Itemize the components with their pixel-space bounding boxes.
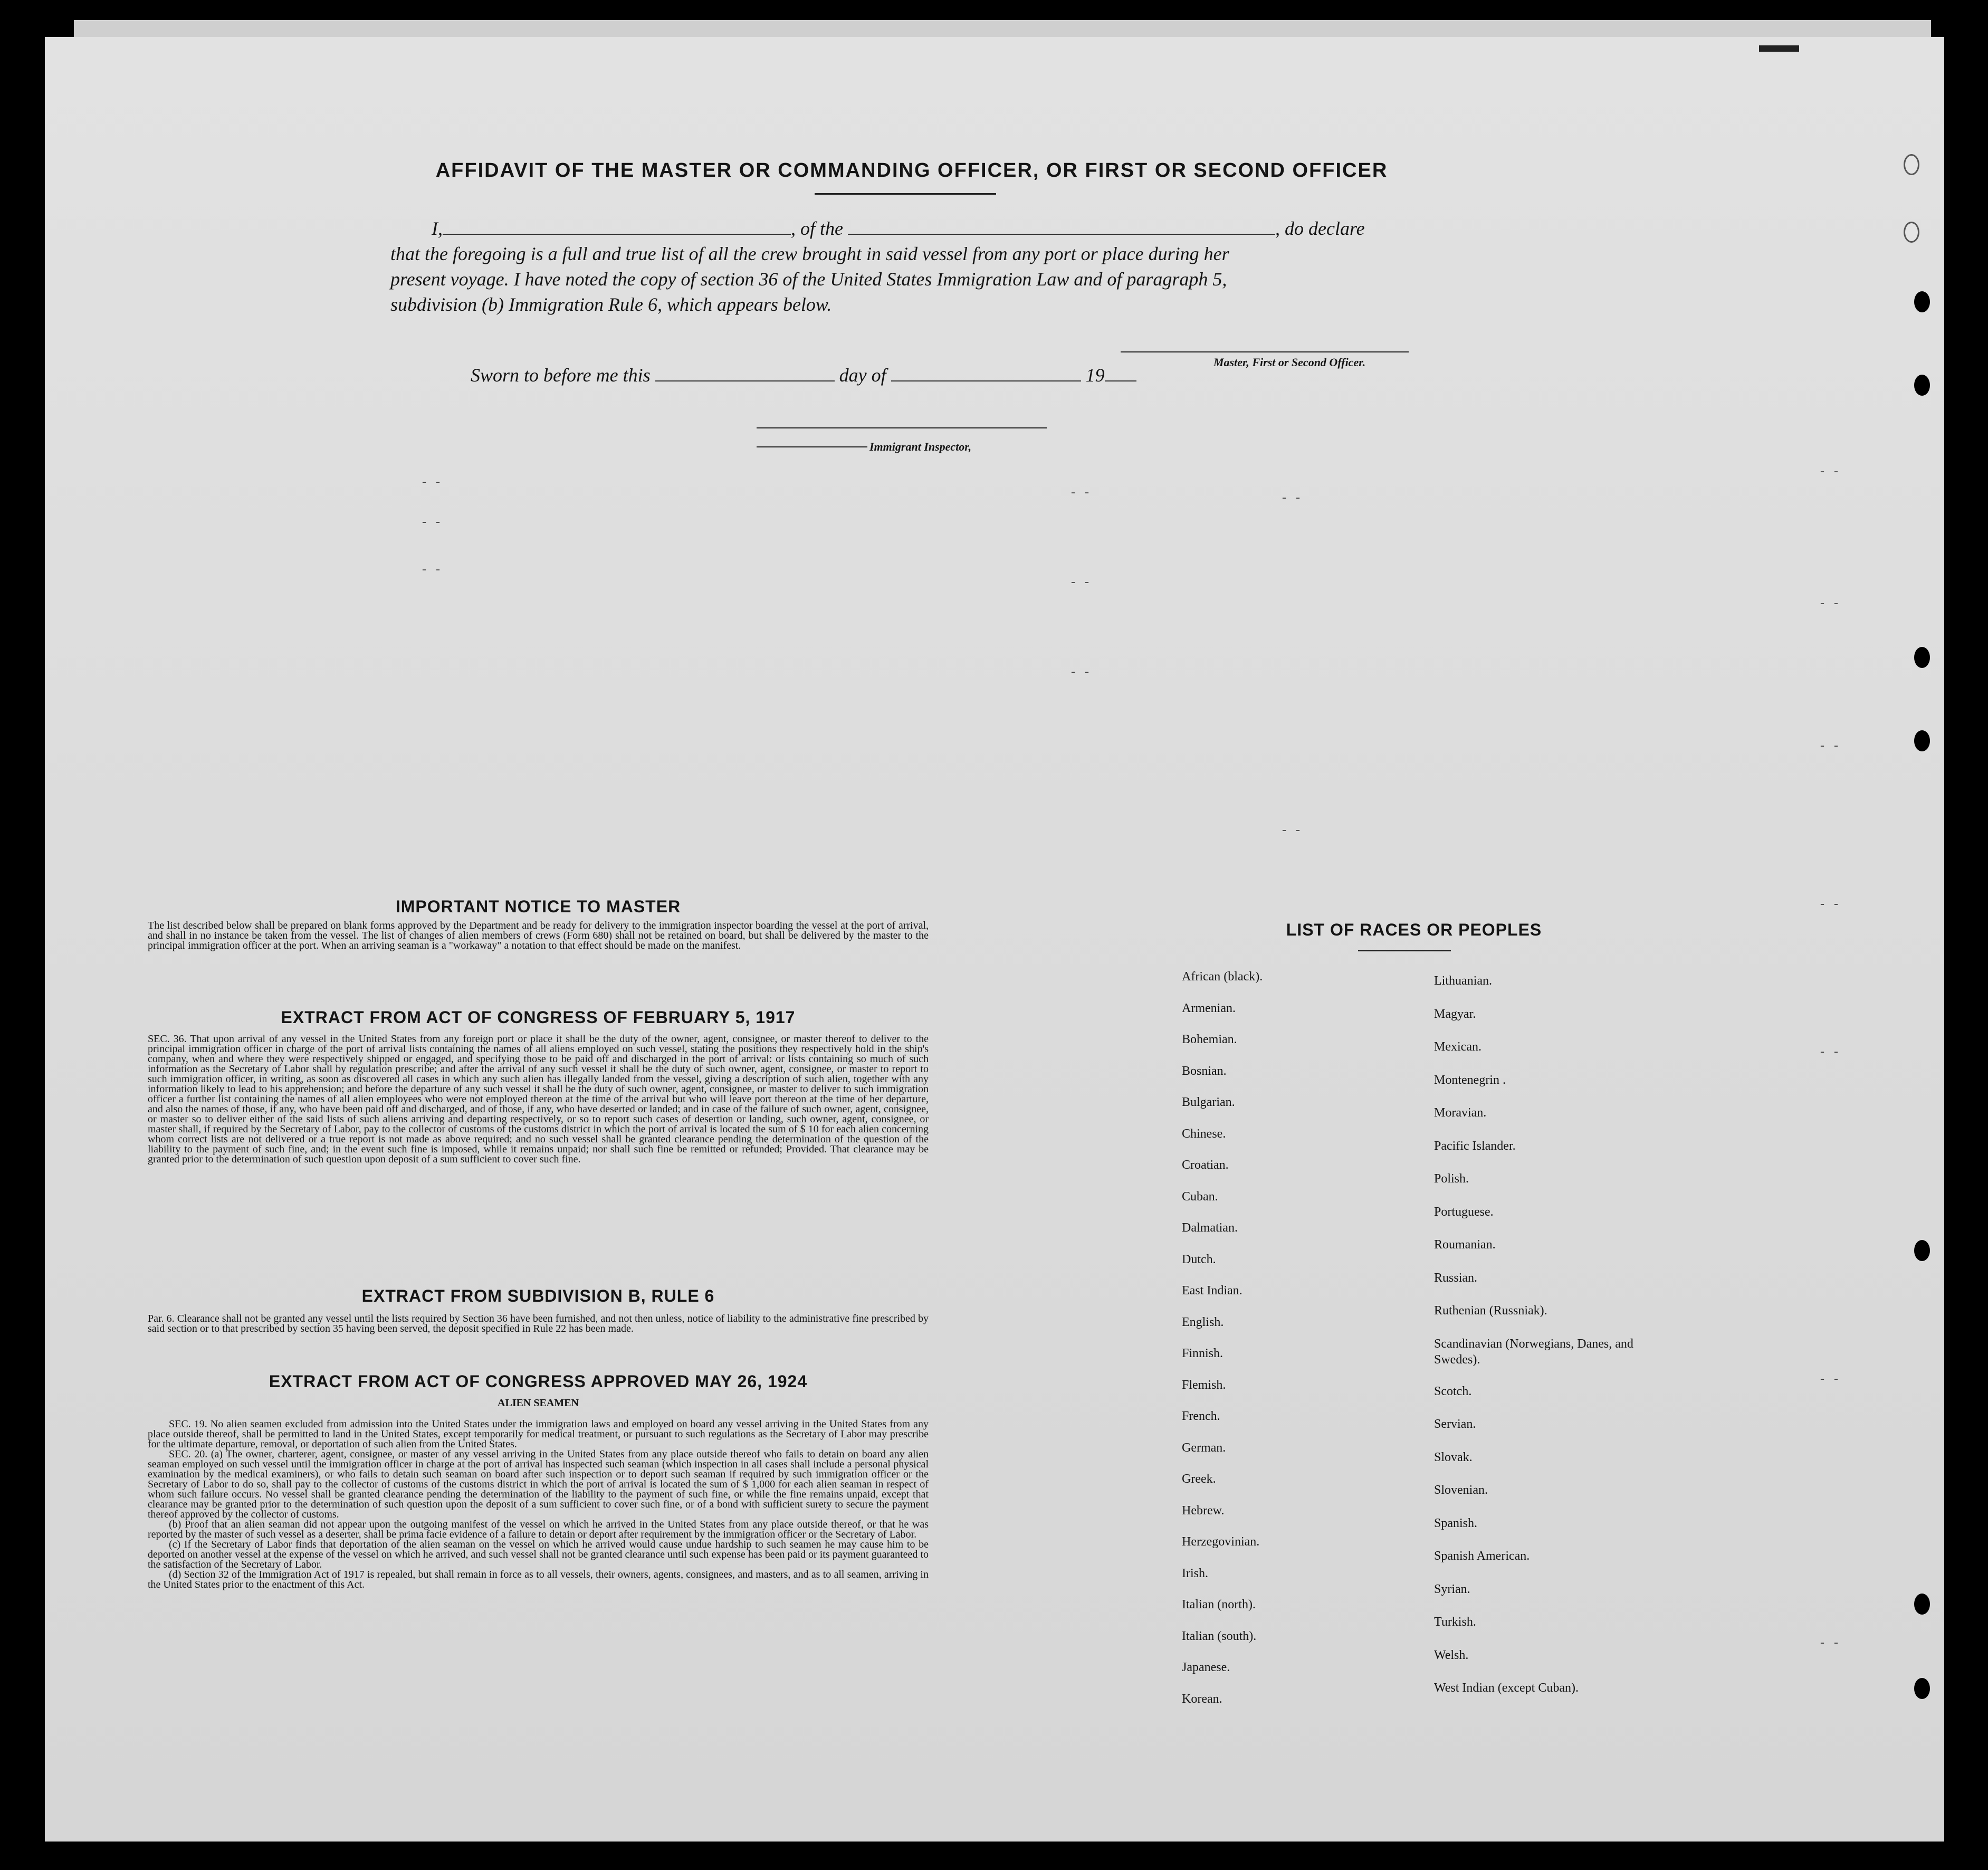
sworn-text: Sworn to before me this bbox=[471, 365, 651, 386]
race-item: Dalmatian. bbox=[1182, 1221, 1238, 1235]
affidavit-line4: subdivision (b) Immigration Rule 6, which appears below. bbox=[390, 294, 832, 315]
extract-rule6-title: EXTRACT FROM SUBDIVISION B, RULE 6 bbox=[361, 1286, 715, 1305]
race-item: Russian. bbox=[1434, 1271, 1478, 1285]
race-item: Servian. bbox=[1434, 1417, 1476, 1431]
binder-hole-icon bbox=[1904, 222, 1919, 243]
inspector-line-short bbox=[757, 446, 867, 447]
vessel-name-field[interactable] bbox=[848, 228, 1275, 235]
race-item: Syrian. bbox=[1434, 1582, 1470, 1596]
sworn-month-field[interactable] bbox=[891, 375, 1081, 381]
sec-20b-paragraph: (b) Proof that an alien seaman did not appear upon the outgoing manifest of the vessel on which he arrived in the United States from any place outside thereof, or that he was reported by the master of such vessel as a deserter, shall be prima facie evidence of a failure to detain or deport after requirement by the immigration officer or the Secretary of Labor. bbox=[148, 1519, 929, 1540]
declarant-prefix: I, bbox=[432, 218, 443, 239]
bleed-mark: - - bbox=[422, 515, 443, 529]
race-item: Flemish. bbox=[1182, 1378, 1226, 1392]
race-item: Cuban. bbox=[1182, 1189, 1218, 1204]
races-title-underline bbox=[1358, 950, 1451, 951]
race-item: Pacific Islander. bbox=[1434, 1139, 1516, 1153]
race-item: Croatian. bbox=[1182, 1158, 1229, 1172]
race-item: Herzegovinian. bbox=[1182, 1535, 1260, 1549]
extract-1924-body bbox=[148, 1419, 929, 1590]
declarant-name-field[interactable] bbox=[443, 228, 791, 235]
bleed-mark: - - bbox=[1071, 485, 1092, 499]
race-item: Japanese. bbox=[1182, 1661, 1230, 1674]
extract-rule6-body: Par. 6. Clearance shall not be granted any vessel until the lists required by Section 36 have been furnished, and not then unless, notice of liability to the administrative fine prescribed by said section or to that prescribed by section 35 having been served, the deposit specified in Rule 22 has been made. bbox=[148, 1313, 929, 1334]
race-item: East Indian. bbox=[1182, 1284, 1242, 1297]
bleed-mark: - - bbox=[1820, 596, 1841, 610]
notice-title: IMPORTANT NOTICE TO MASTER bbox=[395, 897, 681, 916]
bleed-mark: - - bbox=[1282, 491, 1303, 504]
race-item: Scandinavian (Norwegians, Danes, and Swedes). bbox=[1434, 1337, 1633, 1367]
signature-line[interactable] bbox=[1121, 351, 1409, 352]
race-item: Bosnian. bbox=[1182, 1064, 1227, 1078]
race-item: Portuguese. bbox=[1434, 1205, 1494, 1219]
race-item: Roumanian. bbox=[1434, 1238, 1496, 1252]
race-item: Korean. bbox=[1182, 1692, 1222, 1706]
bleed-mark: - - bbox=[1820, 1045, 1841, 1058]
extract-1917-body: SEC. 36. That upon arrival of any vessel in the United States from any foreign port or place it shall be the duty of the owner, agent, consignee, or master thereof to deliver to the principal immigration officer in charge of the port of arrival lists containing the names of all aliens employed on such vessel, stating the positions they respectively hold in the ship's company, when and where they were respectively shipped or engaged, and specifying those to be paid off and discharged in the port of arrival: or lists containing so much of such information as the Secretary of Labor shall by regulation prescribe; and after the arrival of any such vessel it shall be the duty of such owner, agent, consignee, or master to report to such immigration officer, in writing, as soon as discovered all cases in which any such alien has illegally landed from the vessel, giving a description of such alien, together with any information likely to lead to his apprehension; and before the departure of any such vessel it shall be the duty of such owner, agent, consignee, or master to deliver to such immigration officer a further list containing the names of all alien employees who were not employed thereon at the time of the arrival but who will leave port thereon at the time of her departure, and also the names of those, if any, who have been paid off and discharged, and of those, if any, who have deserted or landed; and in case of the failure of such owner, agent, consignee, or master so to deliver either of the said lists of such aliens arriving and departing respectively, or so to report such cases of desertion or landing, such owner, agent, consignee, or master shall, if required by the Secretary of Labor, pay to the collector of customs of the customs district in which the port of arrival is located the sum of $ 10 for each alien concerning whom correct lists are not delivered or a true report is not made as above required; and no such vessel shall be granted clearance pending the determination of the question of the liability to the payment of such fine, and; in the event such fine is imposed, while it remains unpaid; nor shall such fine be remitted or refunded; Provided. That clearance may be granted prior to the determination of such question upon deposit of a sum sufficient to cover such fine. bbox=[148, 1033, 929, 1165]
bleed-mark: - - bbox=[1820, 897, 1841, 911]
affidavit-line1 bbox=[432, 217, 1408, 240]
race-item: Scotch. bbox=[1434, 1384, 1472, 1398]
extract-1924-subtitle: ALIEN SEAMEN bbox=[498, 1397, 579, 1409]
bleed-mark: - - bbox=[1071, 575, 1092, 589]
sec-19-paragraph: SEC. 19. No alien seamen excluded from admission into the United States under the immigration laws and employed on board any vessel arriving in the United States from any place outside thereof, shall be permitted to land in the United States, except temporarily for medical treatment, or pursuant to such regulations as the Secretary of Labor may prescribe for the ultimate departure, removal, or deportation of such alien from the United States. bbox=[148, 1418, 929, 1450]
race-item: Irish. bbox=[1182, 1566, 1208, 1580]
race-item: German. bbox=[1182, 1440, 1226, 1455]
race-item: Moravian. bbox=[1434, 1106, 1487, 1120]
affidavit-title: AFFIDAVIT OF THE MASTER OR COMMANDING OFFICER, OR FIRST OR SECOND OFFICER bbox=[435, 159, 1388, 182]
race-item: Italian (north). bbox=[1182, 1598, 1256, 1611]
bleed-mark: - - bbox=[1071, 665, 1092, 679]
race-item: Armenian. bbox=[1182, 1001, 1236, 1015]
sworn-day-field[interactable] bbox=[655, 375, 835, 381]
binder-hole-icon bbox=[1914, 730, 1930, 751]
race-item: Italian (south). bbox=[1182, 1629, 1257, 1643]
binder-hole-icon bbox=[1914, 291, 1930, 312]
race-item: Slovenian. bbox=[1434, 1483, 1488, 1497]
races-title: LIST OF RACES OR PEOPLES bbox=[1286, 920, 1542, 939]
race-item: Bulgarian. bbox=[1182, 1095, 1235, 1109]
binder-hole-icon bbox=[1914, 1678, 1930, 1699]
inspector-line[interactable] bbox=[757, 427, 1047, 428]
race-item: African (black). bbox=[1182, 970, 1263, 984]
binder-hole-icon bbox=[1914, 647, 1930, 668]
binder-hole-icon bbox=[1914, 375, 1930, 396]
bleed-mark: - - bbox=[422, 562, 443, 576]
extract-1917-title: EXTRACT FROM ACT OF CONGRESS OF FEBRUARY 5, 1917 bbox=[281, 1008, 796, 1027]
race-item: Bohemian. bbox=[1182, 1033, 1237, 1046]
declarant-of-text: , of the bbox=[791, 218, 843, 239]
race-item: Spanish. bbox=[1434, 1516, 1478, 1530]
affidavit-line3: present voyage. I have noted the copy of section 36 of the United States Immigration Law and of paragraph 5, bbox=[390, 269, 1227, 290]
race-item: Spanish American. bbox=[1434, 1549, 1530, 1563]
race-item: Hebrew. bbox=[1182, 1503, 1225, 1518]
bleed-mark: - - bbox=[422, 475, 443, 489]
race-item: English. bbox=[1182, 1315, 1224, 1329]
race-item: Welsh. bbox=[1434, 1648, 1469, 1662]
page-tab bbox=[1759, 45, 1799, 52]
race-item: Ruthenian (Russniak). bbox=[1434, 1304, 1547, 1318]
binder-hole-icon bbox=[1914, 1240, 1930, 1261]
race-item: Chinese. bbox=[1182, 1127, 1226, 1141]
binder-hole-icon bbox=[1914, 1594, 1930, 1615]
bleed-mark: - - bbox=[1820, 464, 1841, 478]
race-item: Dutch. bbox=[1182, 1252, 1216, 1266]
race-item: West Indian (except Cuban). bbox=[1434, 1681, 1579, 1695]
bleed-mark: - - bbox=[1820, 1372, 1841, 1386]
year-prefix: 19 bbox=[1085, 365, 1105, 386]
inspector-label: Immigrant Inspector, bbox=[869, 440, 972, 453]
bleed-mark: - - bbox=[1282, 823, 1303, 837]
sec-20c-paragraph: (c) If the Secretary of Labor finds that deportation of the alien seaman on the vessel on which he arrived would cause undue hardship to such seamen he may cause him to be deported on another vessel at the expense of the vessel on which he arrived, and such vessel shall not be granted clearance until such expense has been paid or its payment guaranteed to the satisfaction of the Secretary of Labor. bbox=[148, 1539, 929, 1570]
title-underline bbox=[815, 193, 996, 195]
affidavit-line2: that the foregoing is a full and true list of all the crew brought in said vessel from any port or place during her bbox=[390, 243, 1229, 264]
race-item: Slovak. bbox=[1434, 1450, 1473, 1464]
race-item: Montenegrin . bbox=[1434, 1073, 1506, 1087]
race-item: Magyar. bbox=[1434, 1007, 1476, 1021]
day-of-text: day of bbox=[839, 365, 886, 386]
race-item: Finnish. bbox=[1182, 1347, 1224, 1360]
bleed-mark: - - bbox=[1820, 1636, 1841, 1649]
race-item: Lithuanian. bbox=[1434, 974, 1492, 988]
extract-1924-title: EXTRACT FROM ACT OF CONGRESS APPROVED MAY 26, 1924 bbox=[269, 1372, 808, 1391]
race-item: Mexican. bbox=[1434, 1040, 1482, 1054]
bleed-mark: - - bbox=[1820, 739, 1841, 752]
race-item: Polish. bbox=[1434, 1172, 1469, 1186]
race-item: French. bbox=[1182, 1409, 1220, 1423]
binder-hole-icon bbox=[1904, 154, 1919, 175]
sec-20d-paragraph: (d) Section 32 of the Immigration Act of 1917 is repealed, but shall remain in force as to all vessels, their owners, agents, consignees, and masters, and as to all seamen, arriving in the United States prior to the enactment of this Act. bbox=[148, 1569, 929, 1590]
sec-20a-paragraph: SEC. 20. (a) The owner, charterer, agent, consignee, or master of any vessel arriving in the United States from any place outside thereof who fails to detain on board any alien seaman employed on such vessel until the immigration officer in charge at the port of arrival has inspected such seaman (which inspection in all cases shall include a personal physical examination by the medical examiners), or who fails to detain such seaman on board after such inspection or to deport such seaman if required by such immigration officer or the Secretary of Labor to do so, shall pay to the collector of customs of the customs district in which the port of arrival is located the sum of $ 1,000 for each alien seaman in respect of whom such failure occurs. No vessel shall be granted clearance pending the determination of the liability to the payment of such fine, or while the fine remains unpaid, except that clearance may be granted prior to the determination of such question upon the deposit of a sum sufficient to cover such fine, or of a bond with sufficient surety to secure the payment thereof approved by the collector of customs. bbox=[148, 1448, 929, 1520]
declare-text: , do declare bbox=[1275, 218, 1365, 239]
sworn-line bbox=[471, 364, 1209, 386]
race-item: Greek. bbox=[1182, 1472, 1216, 1486]
signature-label: Master, First or Second Officer. bbox=[1213, 356, 1366, 369]
race-item: Turkish. bbox=[1434, 1615, 1476, 1629]
notice-body: The list described below shall be prepared on blank forms approved by the Department and be ready for delivery to the immigration inspector boarding the vessel at the port of arrival, and shall in no instance be taken from the vessel. The list of changes of alien members of crews (Form 680) shall not be retained on board, but shall be delivered by the master to the principal immigration officer at the port. When an arriving seaman is a "workaway" a notation to that effect should be made on the manifest. bbox=[148, 920, 929, 951]
sworn-year-field[interactable] bbox=[1105, 375, 1136, 381]
